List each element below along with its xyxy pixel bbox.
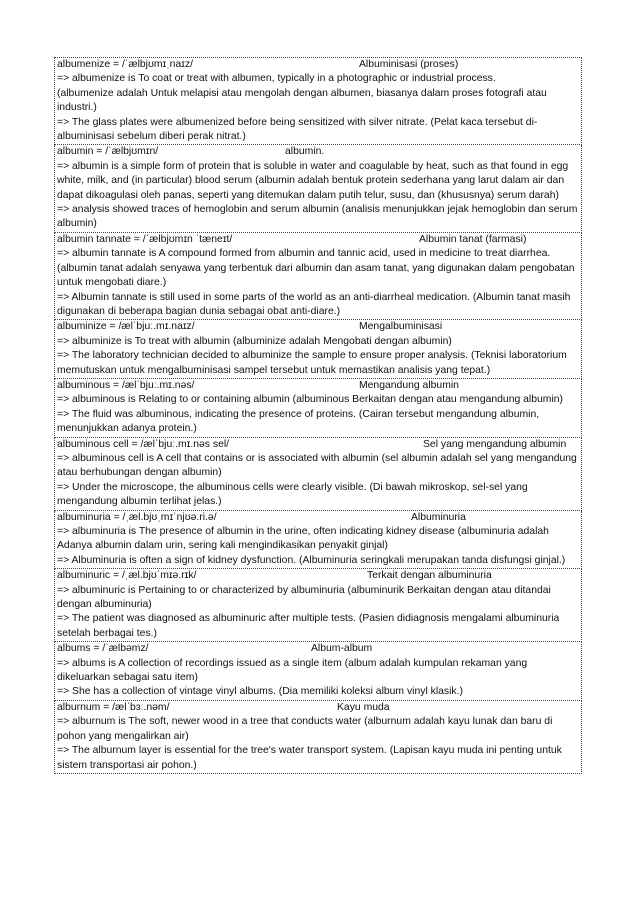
dictionary-entry	[54, 642, 582, 701]
dictionary-entry	[54, 569, 582, 642]
headword-pronunciation: albuminuria = /ˌæl.bjʊˌmɪˈnjʊə.ri.ə/	[57, 511, 217, 523]
dictionary-entry	[54, 233, 582, 320]
example-sentence: => The laboratory technician decided to albuminize the sample to ensure proper analysis. (Teknisi laboratorium memutuskan untuk mengalbuminisasi sampel tersebut untuk memastikan analisis yang tepat.)	[57, 350, 567, 376]
entry-header	[57, 642, 580, 656]
translation: Mengandung albumin	[359, 379, 459, 391]
entry-header	[57, 438, 580, 452]
translation: Albuminuria	[411, 511, 466, 523]
translation: albumin.	[285, 146, 325, 158]
definition: => albums is A collection of recordings issued as a single item (album adalah kumpulan rekaman yang dikeluarkan sebagai satu item)	[57, 657, 528, 684]
translation: Terkait dengan albuminuria	[367, 570, 492, 582]
entry-header	[57, 569, 580, 583]
definition: => albuminize is To treat with albumin (albuminize adalah Mengobati dengan albumin)	[57, 335, 452, 347]
definition: => albumin is a simple form of protein that is soluble in water and coagulable by heat, such as that found in egg white, milk, and (in particular) blood serum (albumin adalah bentuk protein sederhana yang larut dalam air dan dapat dikoagulasi oleh panas, seperti yang ditemukan dalam putih telur, susu, dan (khususnya) serum darah)	[57, 160, 569, 201]
entry-header	[57, 379, 580, 393]
headword-pronunciation: alburnum = /ælˈbɜː.nəm/	[57, 701, 170, 713]
definition: => albuminuric is Pertaining to or characterized by albuminuria (albuminurik Berkaitan dengan atau ditandai dengan albuminuria)	[57, 584, 551, 611]
example-sentence: => Albuminuria is often a sign of kidney dysfunction. (Albuminuria seringkali merupakan tanda disfungsi ginjal.)	[57, 554, 566, 566]
definition-indonesian: (albumenize adalah Untuk melapisi atau mengolah dengan albumen, biasanya dalam proses fotografi atau industri.)	[57, 87, 547, 114]
entry-header	[57, 233, 580, 247]
example-sentence: => The patient was diagnosed as albuminuric after multiple tests. (Pasien didiagnosis mengalami albuminuria setelah berbagai tes.)	[57, 613, 560, 639]
example-sentence: => She has a collection of vintage vinyl albums. (Dia memiliki koleksi album vinyl klasik.)	[57, 686, 463, 698]
dictionary-entry	[54, 701, 582, 774]
dictionary-entry	[54, 145, 582, 232]
example-sentence: => analysis showed traces of hemoglobin and serum albumin (analisis menunjukkan jejak hemoglobin dan serum albumin)	[57, 204, 578, 230]
example-sentence: => Under the microscope, the albuminous cells were clearly visible. (Di bawah mikroskop, sel-sel yang mengandung albumin terlihat jelas.)	[57, 481, 528, 508]
translation: Albumin tanat (farmasi)	[419, 233, 527, 245]
dictionary-entry	[54, 379, 582, 438]
definition: => alburnum is The soft, newer wood in a tree that conducts water (alburnum adalah kayu lunak dan baru di pohon yang mengalirkan air)	[57, 716, 553, 742]
entry-header	[57, 145, 580, 159]
headword-pronunciation: albuminuric = /ˌæl.bjʊˈmɪə.rɪk/	[57, 570, 197, 582]
definition: => albuminous cell is A cell that contains or is associated with albumin (sel albumin adalah sel yang mengandung atau berhubungan dengan albumin)	[57, 452, 577, 479]
dictionary-entry	[54, 511, 582, 570]
headword-pronunciation: albuminous cell = /ælˈbjuː.mɪ.nəs sel/	[57, 438, 230, 450]
dictionary-document	[54, 57, 582, 774]
example-sentence: => The glass plates were albumenized before being sensitized with silver nitrate. (Pelat kaca tersebut di-albuminisasi sebelum diberi perak nitrat.)	[57, 116, 538, 143]
entry-header	[57, 58, 580, 72]
headword-pronunciation: albumin tannate = /ˈælbjʊmɪn ˈtæneɪt/	[57, 233, 233, 245]
definition: => albuminuria is The presence of albumin in the urine, often indicating kidney disease (albuminuria adalah Adanya albumin dalam urin, sering kali mengindikasikan penyakit ginjal)	[57, 526, 549, 552]
entry-header	[57, 701, 580, 715]
dictionary-entry	[54, 57, 582, 145]
headword-pronunciation: albuminous = /ælˈbjuː.mɪ.nəs/	[57, 379, 195, 391]
translation: Mengalbuminisasi	[359, 321, 443, 333]
example-sentence: => The alburnum layer is essential for the tree's water transport system. (Lapisan kayu muda ini penting untuk sistem transportasi air pohon.)	[57, 745, 562, 771]
translation: Album-album	[311, 643, 373, 655]
entry-header	[57, 320, 580, 334]
translation: Sel yang mengandung albumin	[423, 438, 567, 450]
headword-pronunciation: albuminize = /ælˈbjuː.mɪ.naɪz/	[57, 321, 195, 333]
example-sentence: => Albumin tannate is still used in some parts of the world as an anti-diarrheal medication. (Albumin tanat masih digunakan di beberapa bagian dunia sebagai obat anti-diare.)	[57, 291, 571, 317]
headword-pronunciation: albumin = /ˈælbjʊmɪn/	[57, 146, 159, 158]
headword-pronunciation: albums = /ˈælbəmz/	[57, 643, 149, 655]
definition: => albumin tannate is A compound formed from albumin and tannic acid, used in medicine to treat diarrhea. (albumin tanat adalah senyawa yang terbentuk dari albumin dan asam tanat, yang digunakan dalam pengobatan untuk mengobati diare.)	[57, 248, 575, 289]
dictionary-entry	[54, 320, 582, 379]
entry-header	[57, 511, 580, 525]
dictionary-entry	[54, 438, 582, 511]
definition: => albuminous is Relating to or containing albumin (albuminous Berkaitan dengan atau mengandung albumin)	[57, 394, 564, 406]
headword-pronunciation: albumenize = /ˈælbjʊmɪˌnaɪz/	[57, 59, 194, 70]
translation: Kayu muda	[337, 701, 390, 713]
translation: Albuminisasi (proses)	[359, 59, 459, 70]
definition: => albumenize is To coat or treat with albumen, typically in a photographic or industrial process.	[57, 73, 496, 85]
example-sentence: => The fluid was albuminous, indicating the presence of proteins. (Cairan tersebut mengandung albumin, menunjukkan adanya protein.)	[57, 408, 540, 435]
